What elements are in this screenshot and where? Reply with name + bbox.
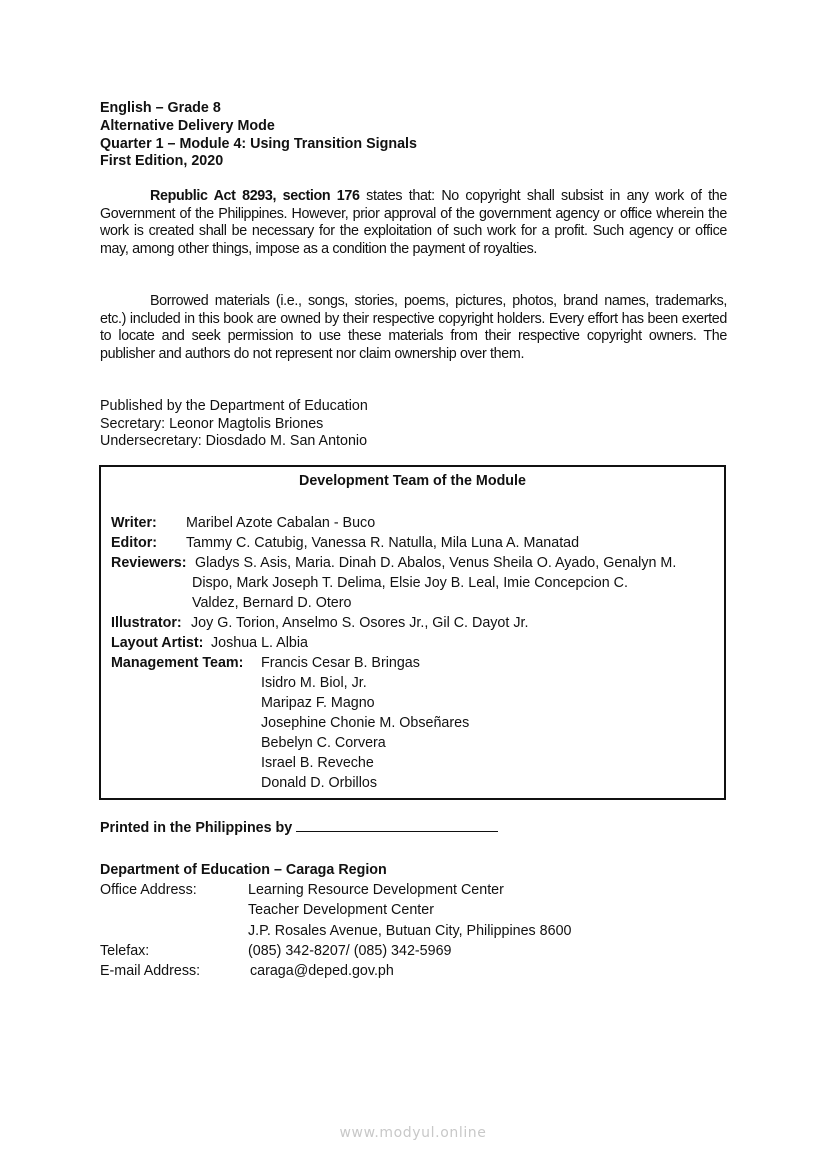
telefax-row bbox=[100, 941, 452, 961]
editor-value: Tammy C. Catubig, Vanessa R. Natulla, Mila Luna A. Manatad bbox=[186, 535, 580, 551]
office-address-row-cont bbox=[100, 900, 434, 920]
team-box-title: Development Team of the Module bbox=[299, 473, 526, 489]
contact-info bbox=[100, 860, 572, 981]
office-address-row bbox=[100, 880, 504, 900]
management-team-row bbox=[111, 653, 243, 673]
watermark: www.modyul.online bbox=[339, 1125, 487, 1141]
writer-value: Maribel Azote Cabalan - Buco bbox=[186, 515, 376, 531]
subject-grade: English – Grade 8 bbox=[100, 100, 221, 116]
copyright-page bbox=[100, 100, 728, 979]
management-member: Israel B. Reveche bbox=[261, 755, 374, 771]
email-value[interactable]: caraga@deped.gov.ph bbox=[250, 962, 394, 979]
reviewers-row bbox=[111, 553, 677, 573]
writer-label: Writer: bbox=[111, 515, 157, 531]
writer-row bbox=[111, 513, 376, 533]
printer-blank-line bbox=[296, 818, 498, 832]
layout-artist-value: Joshua L. Albia bbox=[211, 635, 308, 651]
copyright-text: states that: No copyright shall subsist in any work of the Government of the Philippines. However, prior approval of the government agency or office wherein the work is created shall be necessary for the exploitation of such work for a profit. Such agency or office may, among other things, impose as a condition the payment of royalties. bbox=[100, 188, 728, 257]
publisher-info bbox=[100, 398, 368, 451]
management-member: Isidro M. Biol, Jr. bbox=[261, 675, 367, 691]
reviewers-line-2: Dispo, Mark Joseph T. Delima, Elsie Joy B. Leal, Imie Concepcion C. bbox=[192, 575, 628, 591]
management-member: Francis Cesar B. Bringas bbox=[261, 655, 420, 671]
undersecretary: Undersecretary: Diosdado M. San Antonio bbox=[100, 433, 368, 450]
illustrator-label: Illustrator: bbox=[111, 615, 182, 631]
office-address-line-1: Learning Resource Development Center bbox=[248, 882, 504, 899]
editor-row bbox=[111, 533, 580, 553]
management-member: Maripaz F. Magno bbox=[261, 695, 375, 711]
layout-artist-label: Layout Artist: bbox=[111, 635, 204, 651]
delivery-mode: Alternative Delivery Mode bbox=[100, 117, 275, 134]
management-member: Donald D. Orbillos bbox=[261, 775, 378, 791]
secretary: Secretary: Leonor Magtolis Briones bbox=[100, 415, 324, 432]
printed-by-line bbox=[100, 818, 498, 836]
office-address-label: Office Address: bbox=[100, 882, 197, 899]
editor-label: Editor: bbox=[111, 535, 158, 551]
reviewers-label: Reviewers: bbox=[111, 555, 187, 571]
reviewers-line-3: Valdez, Bernard D. Otero bbox=[192, 595, 352, 611]
copyright-notice bbox=[100, 188, 727, 258]
email-label: E-mail Address: bbox=[100, 962, 201, 979]
module-title: Quarter 1 – Module 4: Using Transition Signals bbox=[100, 135, 417, 152]
telefax-value: (085) 342-8207/ (085) 342-5969 bbox=[248, 942, 452, 959]
illustrator-value: Joy G. Torion, Anselmo S. Osores Jr., Gil C. Dayot Jr. bbox=[191, 615, 529, 631]
email-row bbox=[100, 961, 394, 981]
law-reference: Republic Act 8293, section 176 bbox=[150, 188, 360, 204]
development-team-box bbox=[99, 465, 726, 800]
module-title-block bbox=[100, 100, 727, 171]
management-team-label: Management Team: bbox=[111, 655, 244, 671]
edition: First Edition, 2020 bbox=[100, 153, 224, 170]
published-by: Published by the Department of Education bbox=[100, 398, 368, 414]
printed-by-label: Printed in the Philippines by bbox=[100, 820, 293, 836]
illustrator-row bbox=[111, 613, 529, 633]
management-member: Josephine Chonie M. Obseñares bbox=[261, 715, 470, 731]
layout-artist-row bbox=[111, 633, 308, 653]
borrowed-materials-notice: Borrowed materials (i.e., songs, stories, poems, pictures, photos, brand names, trademarks, etc.) included in this book are owned by their respective copyright holders. Every effort has been exerted to locate and seek permission to use these materials from their respective copyright owners. The publisher and authors do not represent nor claim ownership over them. bbox=[100, 293, 727, 362]
management-member: Bebelyn C. Corvera bbox=[261, 735, 386, 751]
office-address-row-cont bbox=[100, 921, 572, 941]
telefax-label: Telefax: bbox=[100, 942, 150, 959]
office-address-line-2: Teacher Development Center bbox=[248, 902, 434, 919]
region-heading: Department of Education – Caraga Region bbox=[100, 862, 387, 878]
reviewers-line-1: Gladys S. Asis, Maria. Dinah D. Abalos, Venus Sheila O. Ayado, Genalyn M. bbox=[195, 555, 677, 571]
office-address-line-3: J.P. Rosales Avenue, Butuan City, Philippines 8600 bbox=[248, 922, 572, 939]
